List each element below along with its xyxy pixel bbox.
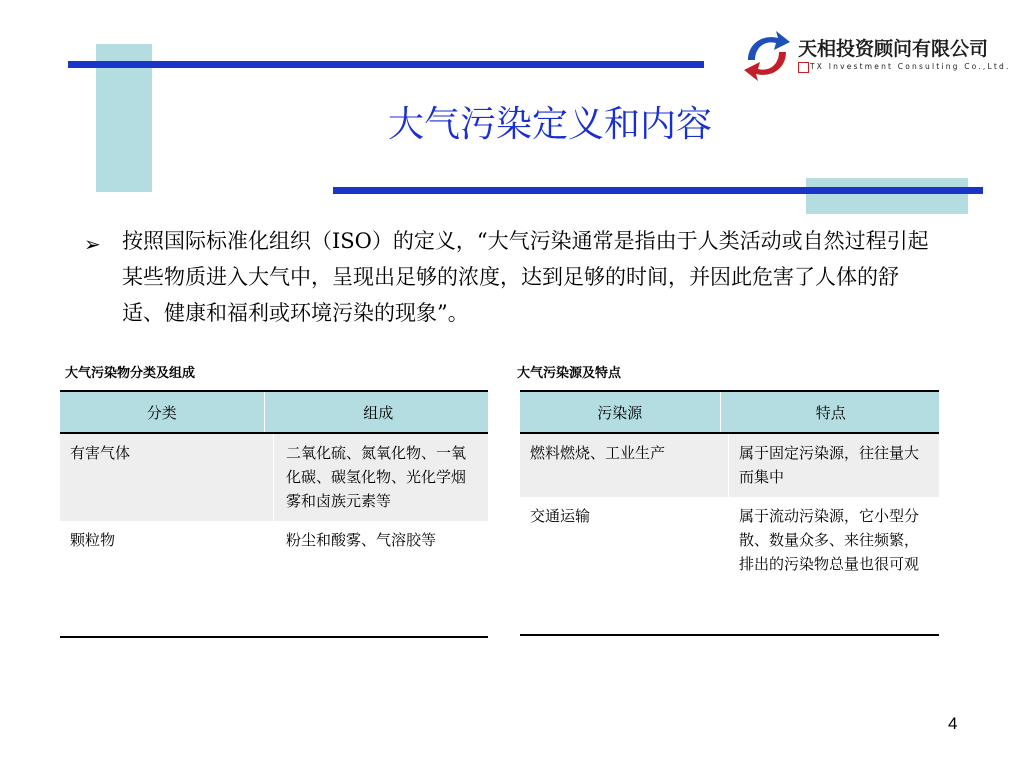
table-cell: 属于流动污染源，它小型分散、数量众多、来往频繁，排出的污染物总量也很可观 bbox=[739, 507, 920, 573]
column-header-category: 分类 bbox=[60, 392, 265, 432]
table-cell: 颗粒物 bbox=[60, 521, 274, 560]
bullet-arrow-icon: ➢ bbox=[84, 232, 101, 256]
definition-paragraph: 按照国际标准化组织（ISO）的定义，“大气污染通常是指由于人类活动或自然过程引起某些物质进入大气中，呈现出足够的浓度，达到足够的时间，并因此危害了人体的舒适、健康和福利或环境污染的现象”。 bbox=[122, 229, 929, 325]
table-row bbox=[520, 497, 939, 584]
table-cell: 燃料燃烧、工业生产 bbox=[520, 434, 729, 497]
logo-arrows-icon bbox=[738, 26, 796, 84]
table-caption-pollutants: 大气污染物分类及组成 bbox=[65, 366, 196, 381]
logo-badge-icon bbox=[798, 62, 809, 73]
page-number: 4 bbox=[948, 714, 958, 733]
decor-teal-block-right bbox=[806, 178, 968, 214]
pollution-sources-table bbox=[520, 390, 939, 636]
logo-company-name-cn: 天相投资顾问有限公司 bbox=[798, 38, 989, 60]
decor-blue-line-bottom bbox=[333, 187, 983, 194]
table-cell: 二氧化硫、氮氧化物、一氧化碳、碳氢化物、光化学烟雾和卤族元素等 bbox=[286, 444, 467, 510]
table-cell: 属于固定污染源，往往量大而集中 bbox=[739, 444, 920, 486]
column-header-source: 污染源 bbox=[520, 392, 721, 432]
table-header-row bbox=[60, 392, 488, 434]
table-caption-sources: 大气污染源及特点 bbox=[517, 366, 622, 381]
column-header-features: 特点 bbox=[815, 403, 846, 422]
table-row bbox=[60, 521, 488, 560]
table-row bbox=[60, 434, 488, 521]
table-cell: 有害气体 bbox=[60, 434, 274, 521]
pollutant-classification-table bbox=[60, 390, 488, 638]
table-cell: 粉尘和酸雾、气溶胶等 bbox=[286, 531, 437, 549]
table-row bbox=[520, 434, 939, 497]
slide-title: 大气污染定义和内容 bbox=[387, 104, 712, 145]
decor-blue-line-top bbox=[68, 61, 704, 68]
company-logo bbox=[738, 26, 1011, 86]
column-header-composition: 组成 bbox=[363, 403, 394, 422]
logo-company-name-en: TX Investment Consulting Co.,Ltd. bbox=[810, 62, 1011, 71]
table-cell: 交通运输 bbox=[520, 497, 729, 584]
table-header-row bbox=[520, 392, 939, 434]
